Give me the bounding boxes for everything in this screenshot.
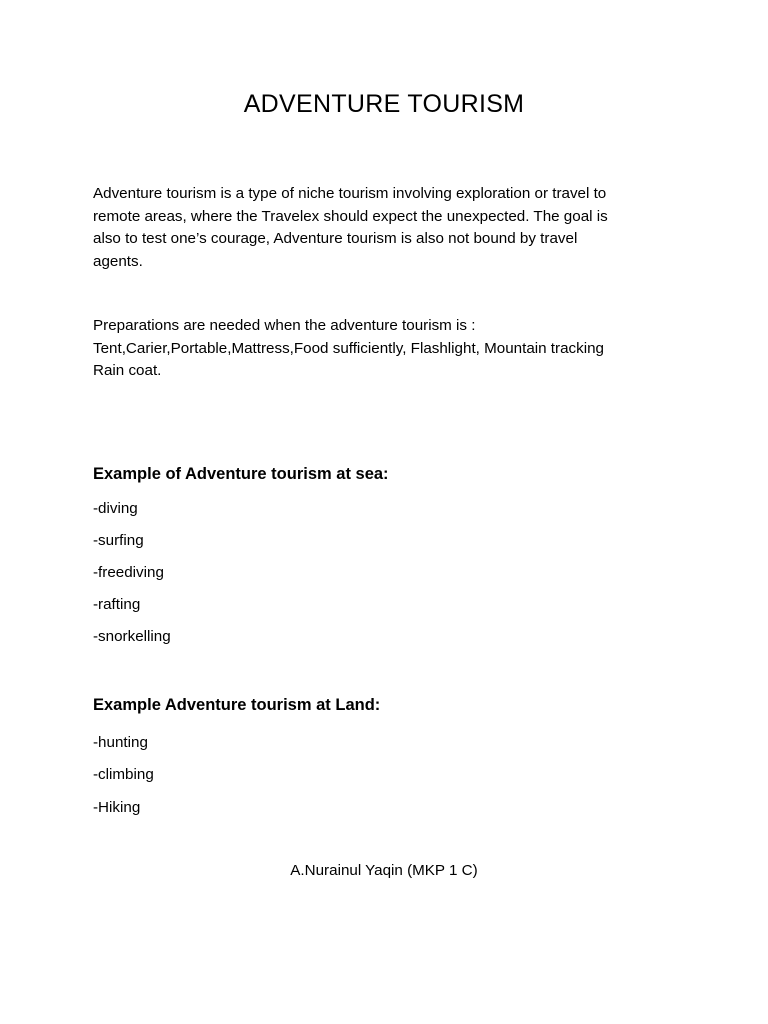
intro-line: agents. xyxy=(93,252,143,270)
land-list-item: -Hiking xyxy=(93,799,141,816)
intro-line: remote areas, where the Travelex should expect the unexpected. The goal is xyxy=(93,207,608,225)
sea-list-item: -freediving xyxy=(93,564,164,581)
intro-paragraph xyxy=(93,183,683,273)
land-heading: Example Adventure tourism at Land: xyxy=(93,696,381,714)
sea-list-item: -snorkelling xyxy=(93,628,171,645)
intro-line: also to test one’s courage, Adventure tourism is also not bound by travel xyxy=(93,230,578,247)
intro-line: Adventure tourism is a type of niche tourism involving exploration or travel to xyxy=(93,185,607,202)
preparations-line: Preparations are needed when the adventure tourism is : xyxy=(93,317,476,334)
sea-list-item: -diving xyxy=(93,500,138,517)
author-line: A.Nurainul Yaqin (MKP 1 C) xyxy=(290,862,478,879)
sea-list-item: -rafting xyxy=(93,596,141,613)
sea-list-item: -surfing xyxy=(93,532,144,549)
land-list-item: -climbing xyxy=(93,766,154,783)
document-title: ADVENTURE TOURISM xyxy=(243,90,525,118)
sea-heading: Example of Adventure tourism at sea: xyxy=(93,465,389,483)
land-list-item: -hunting xyxy=(93,734,148,751)
preparations-paragraph xyxy=(93,315,683,383)
preparations-line: Rain coat. xyxy=(93,362,162,379)
preparations-line: Tent,Carier,Portable,Mattress,Food sufficiently, Flashlight, Mountain tracking xyxy=(93,339,604,357)
